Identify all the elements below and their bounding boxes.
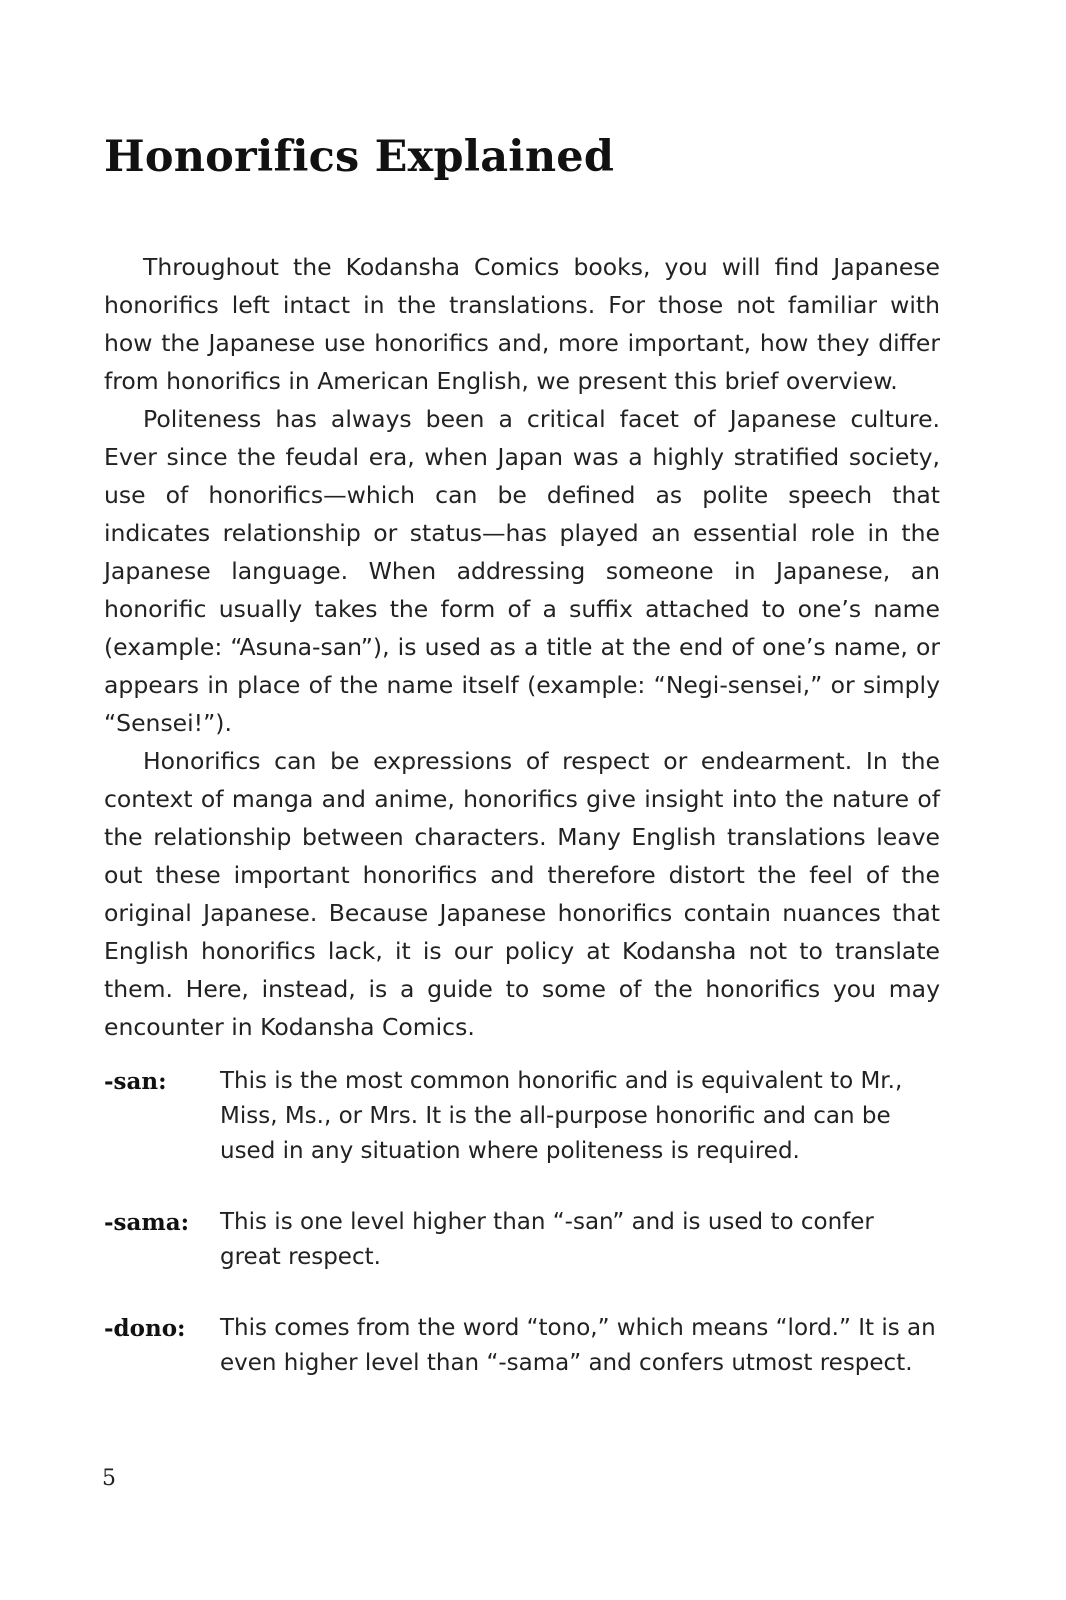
glossary-definition: This is the most common honorific and is equivalent to Mr., Miss, Ms., or Mrs. It is the all-purpose honorific and can be used in any situation where politeness is required. xyxy=(220,1068,903,1164)
paragraph-expressions: Honorifics can be expressions of respect or endearment. In the context of manga and anime, honorifics give insight into the nature of the relationship between characters. Many English translations leave out these important honorifics and therefore distort the feel of the original Japanese. Because Japanese honorifics contain nuances that English honorifics lack, it is our policy at Kodansha not to translate them. Here, instead, is a guide to some of the honorifics you may encounter in Kodansha Comics. xyxy=(104,747,940,1041)
glossary-definition: This is one level higher than “-san” and is used to confer great respect. xyxy=(220,1209,874,1270)
honorifics-glossary xyxy=(104,1064,940,1381)
paragraph-politeness: Politeness has always been a critical facet of Japanese culture. Ever since the feudal era, when Japan was a highly stratified society, use of honorifics—which can be defined as polite speech that indicates relationship or status—has played an essential role in the Japanese language. When addressing someone in Japanese, an honorific usually takes the form of a suffix attached to one’s name (example: “Asuna-san”), is used as a title at the end of one’s name, or appears in place of the name itself (example: “Negi-sensei,” or simply “Sensei!”). xyxy=(104,405,940,737)
intro-text xyxy=(104,248,940,1046)
page-title: Honorifics Explained xyxy=(104,132,615,182)
glossary-term: -san: xyxy=(104,1068,167,1095)
glossary-definition: This comes from the word “tono,” which means “lord.” It is an even higher level than “-sama” and confers utmost respect. xyxy=(220,1315,936,1376)
glossary-term: -dono: xyxy=(104,1315,186,1342)
paragraph-overview: Throughout the Kodansha Comics books, you will find Japanese honorifics left intact in the translations. For those not familiar with how the Japanese use honorifics and, more important, how they differ from honorifics in American English, we present this brief overview. xyxy=(104,253,940,395)
glossary-entry-san xyxy=(104,1064,940,1169)
glossary-term: -sama: xyxy=(104,1209,190,1236)
page-number: 5 xyxy=(102,1466,116,1491)
glossary-entry-dono xyxy=(104,1311,940,1381)
glossary-entry-sama xyxy=(104,1205,940,1275)
